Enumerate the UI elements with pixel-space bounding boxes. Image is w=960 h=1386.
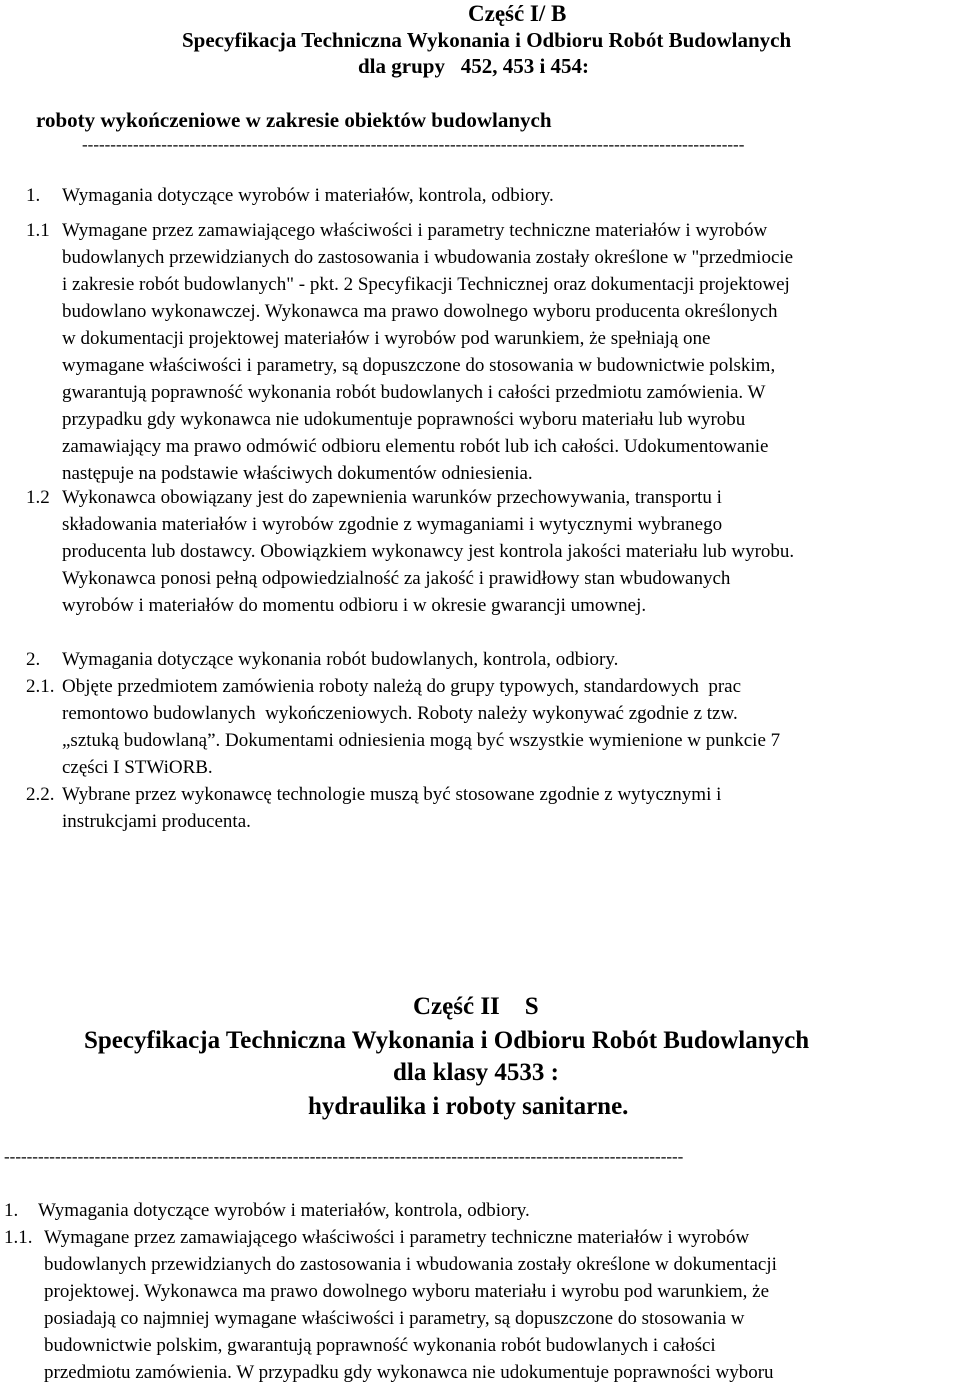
- paragraph-line: Wymagane przez zamawiającego właściwości i parametry techniczne materiałów i wyrobów: [44, 1227, 750, 1248]
- paragraph-line: przypadku gdy wykonawca nie udokumentuje poprawności wyboru materiału lub wyrobu: [62, 409, 746, 430]
- paragraph-line: producenta lub dostawcy. Obowiązkiem wykonawcy jest kontrola jakości materiału lub wyrobu.: [62, 541, 795, 562]
- part1-section2-1-number: 2.1.: [26, 676, 55, 697]
- paragraph-line: budownictwie polskim, gwarantują poprawność wykonania robót budowlanych i całości: [44, 1335, 716, 1356]
- paragraph-line: i zakresie robót budowlanych" - pkt. 2 Specyfikacji Technicznej oraz dokumentacji projektowej: [62, 274, 790, 295]
- paragraph-line: projektowej. Wykonawca ma prawo dowolnego wyboru materiału i wyrobu pod warunkiem, że: [44, 1281, 770, 1302]
- part1-section2-2-paragraph: [62, 781, 721, 835]
- part1-group: dla grupy 452, 453 i 454:: [358, 54, 590, 78]
- part1-section1-1-paragraph: [62, 217, 793, 487]
- part1-section2-1-paragraph: [62, 673, 780, 781]
- paragraph-line: składowania materiałów i wyrobów zgodnie z wymaganiami i wytycznymi wybranego: [62, 514, 723, 535]
- part2-section1-1-number: 1.1.: [4, 1227, 33, 1248]
- paragraph-line: Wymagane przez zamawiającego właściwości i parametry techniczne materiałów i wyrobów: [62, 220, 768, 241]
- part1-section1-heading: Wymagania dotyczące wyrobów i materiałów, kontrola, odbiory.: [62, 185, 554, 206]
- paragraph-line: Wykonawca obowiązany jest do zapewnienia warunków przechowywania, transportu i: [62, 487, 722, 508]
- paragraph-line: Wykonawca ponosi pełną odpowiedzialność za jakość i prawidłowy stan wbudowanych: [62, 568, 731, 589]
- part1-subtitle: Specyfikacja Techniczna Wykonania i Odbioru Robót Budowlanych: [182, 28, 792, 52]
- paragraph-line: budowlano wykonawczej. Wykonawca ma prawo dowolnego wyboru producenta określonych: [62, 301, 778, 322]
- part1-section1-2-paragraph: [62, 484, 794, 619]
- paragraph-line: wyrobów i materiałów do momentu odbioru i w okresie gwarancji umownej.: [62, 595, 647, 616]
- paragraph-line: Wybrane przez wykonawcę technologie muszą być stosowane zgodnie z wytycznymi i: [62, 784, 722, 805]
- part2-title: Część II S: [413, 993, 539, 1020]
- paragraph-line: następuje na podstawie właściwych dokumentów odniesienia.: [62, 463, 533, 484]
- part2-section1-heading: Wymagania dotyczące wyrobów i materiałów, kontrola, odbiory.: [38, 1200, 530, 1221]
- paragraph-line: „sztuką budowlaną”. Dokumentami odniesienia mogą być wszystkie wymienione w punkcie 7: [62, 730, 781, 751]
- part2-subtitle: Specyfikacja Techniczna Wykonania i Odbioru Robót Budowlanych: [84, 1027, 810, 1054]
- paragraph-line: budowlanych przewidzianych do zastosowania i wbudowania zostały określone w "przedmiocie: [62, 247, 794, 268]
- part2-class: dla klasy 4533 :: [393, 1059, 560, 1086]
- paragraph-line: posiadają co najmniej wymagane właściwości i parametry, są dopuszczone do stosowania w: [44, 1308, 745, 1329]
- part2-section1-1-paragraph: [44, 1224, 777, 1386]
- part1-section2-2-number: 2.2.: [26, 784, 55, 805]
- part1-section1-1-number: 1.1: [26, 220, 50, 241]
- paragraph-line: budowlanych przewidzianych do zastosowania i wbudowania zostały określone w dokumentacji: [44, 1254, 777, 1275]
- paragraph-line: zamawiający ma prawo odmówić odbioru elementu robót lub ich całości. Udokumentowanie: [62, 436, 769, 457]
- paragraph-line: wymagane właściwości i parametry, są dopuszczone do stosowania w budownictwie polskim,: [62, 355, 776, 376]
- part1-section1-2-number: 1.2: [26, 487, 50, 508]
- part2-divider: ------------------------------------------------------------------------------------------------------------------------: [4, 1147, 684, 1166]
- paragraph-line: części I STWiORB.: [62, 757, 213, 778]
- paragraph-line: instrukcjami producenta.: [62, 811, 251, 832]
- paragraph-line: przedmiotu zamówienia. W przypadku gdy wykonawca nie udokumentuje poprawności wyboru: [44, 1362, 774, 1383]
- paragraph-line: remontowo budowlanych wykończeniowych. Roboty należy wykonywać zgodnie z tzw.: [62, 703, 738, 724]
- part1-title: Część I/ B: [468, 1, 567, 26]
- part1-section1-number: 1.: [26, 185, 41, 206]
- part1-section2-heading: Wymagania dotyczące wykonania robót budowlanych, kontrola, odbiory.: [62, 649, 619, 670]
- part1-divider: ---------------------------------------------------------------------------------------------------------------------: [82, 135, 745, 154]
- part1-scope: roboty wykończeniowe w zakresie obiektów budowlanych: [36, 108, 552, 132]
- paragraph-line: Objęte przedmiotem zamówienia roboty należą do grupy typowych, standardowych prac: [62, 676, 742, 697]
- part1-section2-number: 2.: [26, 649, 41, 670]
- part2-section1-number: 1.: [4, 1200, 19, 1221]
- paragraph-line: w dokumentacji projektowej materiałów i wyrobów pod warunkiem, że spełniają one: [62, 328, 711, 349]
- part2-scope: hydraulika i roboty sanitarne.: [308, 1093, 629, 1120]
- paragraph-line: gwarantują poprawność wykonania robót budowlanych i całości przedmiotu zamówienia. W: [62, 382, 766, 403]
